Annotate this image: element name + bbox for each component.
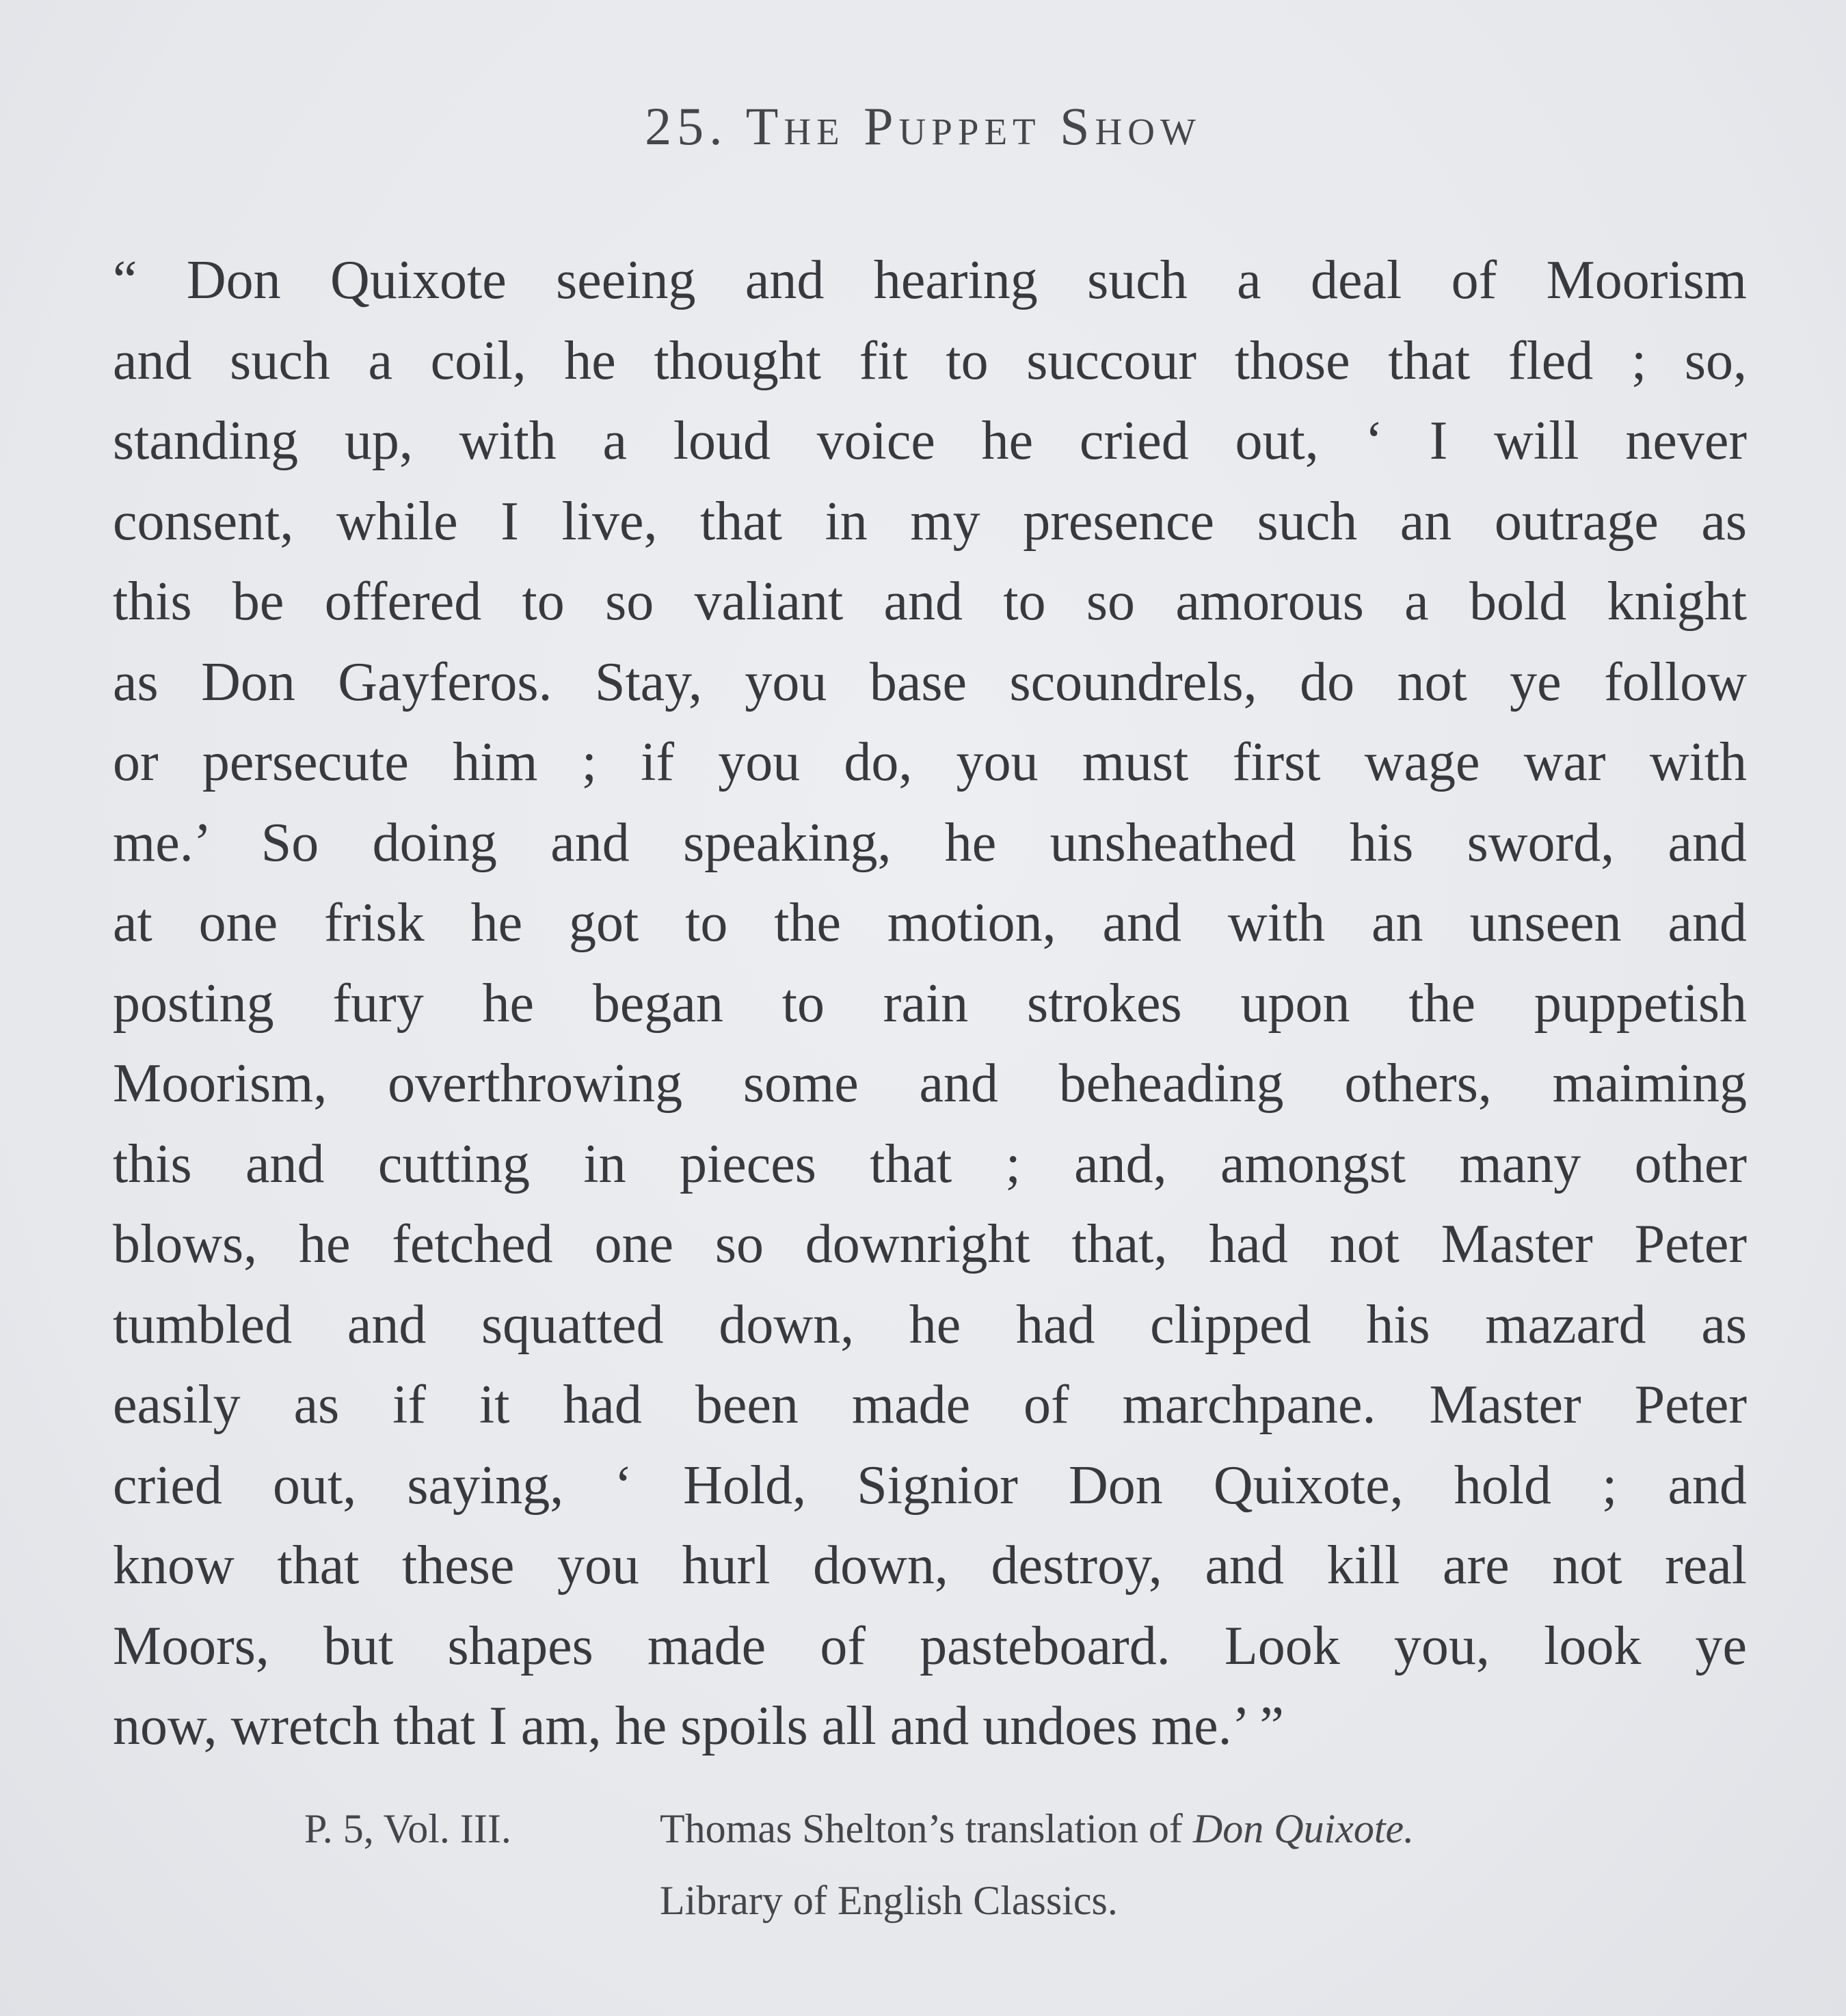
passage-line: and such a coil, he thought fit to succour those that fled ; so, (113, 330, 1747, 391)
passage-line: or persecute him ; if you do, you must first wage war with (113, 732, 1747, 792)
passage-line: know that these you hurl down, destroy, and kill are not real (113, 1535, 1747, 1596)
page-volume-reference: P. 5, Vol. III. (304, 1806, 511, 1851)
passage-line: this and cutting in pieces that ; and, amongst many other (113, 1133, 1747, 1194)
quoted-passage (113, 241, 1747, 1767)
book-title: Don Quixote. (1192, 1806, 1415, 1851)
passage-line: posting fury he began to rain strokes upon the puppetish (113, 973, 1747, 1034)
passage-line: this be offered to so valiant and to so amorous a bold knight (113, 572, 1747, 632)
passage-line: now, wretch that I am, he spoils all and undoes me.’ ” (113, 1696, 1284, 1756)
passage-line: standing up, with a loud voice he cried out, ‘ I will never (113, 411, 1747, 471)
passage-line: cried out, saying, ‘ Hold, Signior Don Quixote, hold ; and (113, 1455, 1747, 1516)
passage-line: Moors, but shapes made of pasteboard. Look you, look ye (113, 1615, 1747, 1676)
passage-line: “ Don Quixote seeing and hearing such a deal of Moorism (113, 250, 1747, 310)
passage-line: blows, he fetched one so downright that, had not Master Peter (113, 1214, 1747, 1274)
passage-line: as Don Gayferos. Stay, you base scoundrels, do not ye follow (113, 651, 1747, 712)
passage-line: at one frisk he got to the motion, and with an unseen and (113, 893, 1747, 953)
translation-credit (660, 1798, 1414, 1859)
translation-credit-text: Thomas Shelton’s translation of (660, 1806, 1193, 1851)
passage-line: me.’ So doing and speaking, he unsheathed his sword, and (113, 812, 1747, 873)
passage-line: tumbled and squatted down, he had clipped his mazard as (113, 1294, 1747, 1355)
passage-line: Moorism, overthrowing some and beheading others, maiming (113, 1053, 1747, 1114)
passage-line: easily as if it had been made of marchpane. Master Peter (113, 1375, 1747, 1435)
series-name: Library of English Classics. (660, 1878, 1118, 1923)
page-heading: 25. The Puppet Show (645, 96, 1201, 156)
passage-line: consent, while I live, that in my presence such an outrage as (113, 491, 1747, 552)
